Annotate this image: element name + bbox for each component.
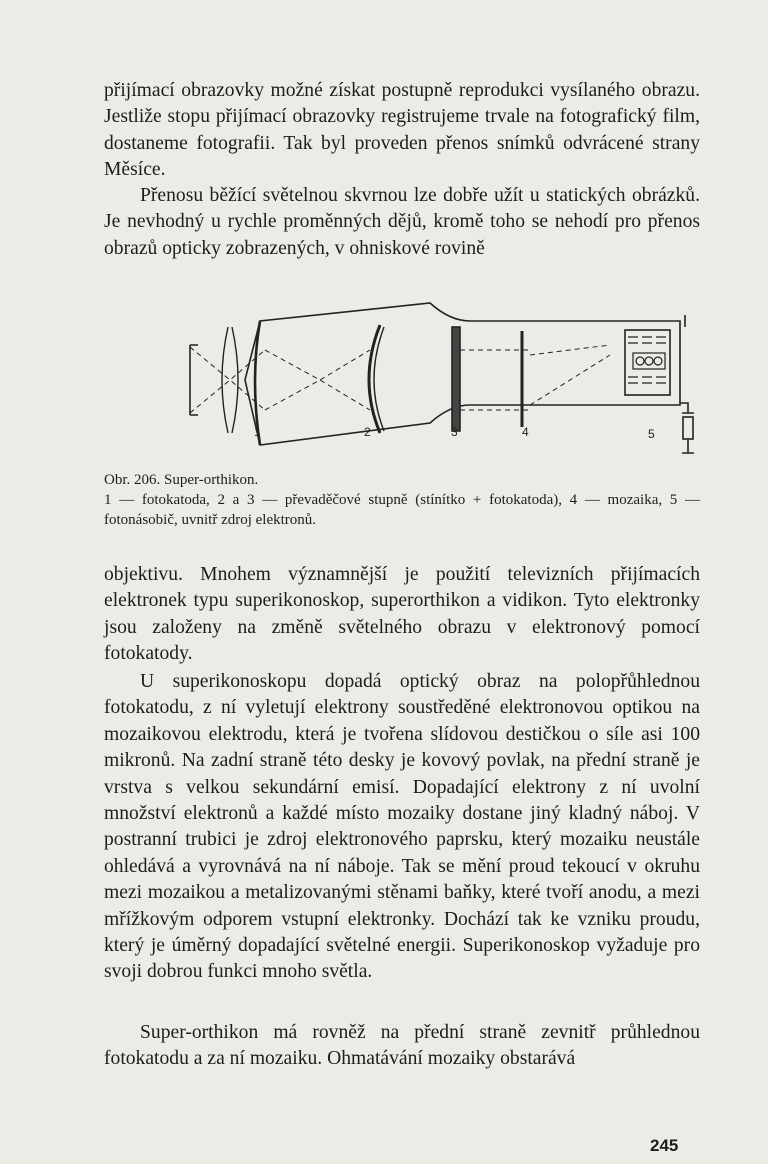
figure-label-2: 2: [364, 425, 371, 439]
paragraph-2: Přenosu běžící světelnou skvrnou lze dobře užít u statických obrázků. Je nevhodný u rychle proměnných dějů, kromě toho se nehodí pro přenos obrazů opticky zobrazených, v ohniskové rovině: [104, 185, 700, 259]
figure-label-1: 1: [254, 425, 261, 439]
page-number: 245: [650, 1136, 679, 1155]
paragraph-5: Super-orthikon má rovněž na přední straně zevnitř průhlednou fotokatodu a za ní mozaiku. Ohmatávání mozaiky obstarává: [104, 1022, 700, 1070]
caption-title: Obr. 206. Super-orthikon.: [104, 472, 259, 488]
figure-label-5: 5: [648, 427, 655, 441]
super-orthikon-diagram: [170, 295, 700, 465]
figure-label-3: 3: [451, 425, 458, 439]
figure-caption: [104, 470, 700, 530]
figure-label-4: 4: [522, 425, 529, 439]
paragraph-1: přijímací obrazovky možné získat postupně reprodukci vysílaného obrazu. Jestliže stopu přijímací obrazovky registrujeme trvale na fotografický film, dostaneme fotografii. Tak byl proveden přenos snímků odvrácené strany Měsíce.: [104, 80, 700, 181]
caption-description: 1 — fotokatoda, 2 a 3 — převaděčové stupně (stínítko + fotokatoda), 4 — mozaika, 5 — fotonásobič, uvnitř zdroj elektronů.: [104, 492, 700, 528]
paragraph-3: objektivu. Mnohem významnější je použití televizních přijímacích elektronek typu superikonoskop, superorthikon a vidikon. Tyto elektronky jsou založeny na změně světelného obrazu v elektronový pomocí fotokatody.: [104, 564, 700, 665]
super-orthikon-figure: [170, 295, 700, 465]
paragraph-4: U superikonoskopu dopadá optický obraz na polopřůhlednou fotokatodu, z ní vyletují elektrony soustředěné elektronovou optikou na mozaikovou elektrodu, která je tvořena slídovou destičkou o síle asi 100 mikronů. Na zadní straně této desky je kovový povlak, na přední straně je vrstva s velkou sekundární emisí. Dopadající elektrony z ní uvolní množství elektronů a každé místo mozaiky dostane jiný kladný náboj. V postranní trubici je zdroj elektronového paprsku, který mozaiku neustále ohledává a vyrovnává na ní náboje. Tak se mění proud tekoucí v okruhu mezi mozaikou a metalizovanými stěnami baňky, které tvoří anodu, a mezi mřížkovým odporem vstupní elektronky. Dochází tak ke vzniku proudu, který je úměrný dopadající světelné energii. Superikonoskop vyžaduje pro svoji dobrou funkci mnoho světla.: [104, 671, 700, 983]
